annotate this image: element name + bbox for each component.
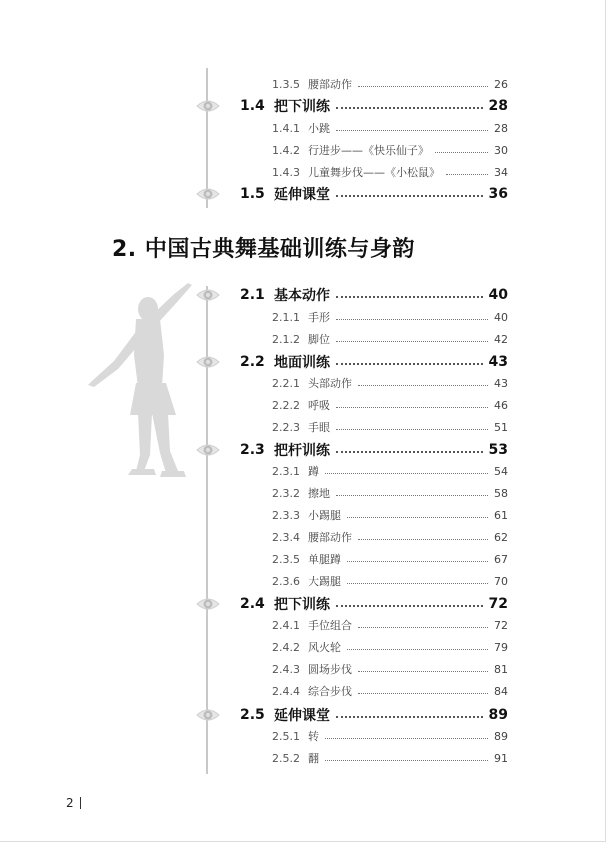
toc-entry-page: 84 <box>494 684 508 698</box>
toc-entry-number: 2.2 <box>240 354 265 370</box>
toc-dot-leader <box>336 407 488 408</box>
toc-subsection-row[interactable] <box>272 527 508 547</box>
toc-entry-page: 54 <box>494 464 508 478</box>
toc-entry-number: 2.3.2 <box>272 486 300 500</box>
toc-dot-leader <box>358 627 488 628</box>
toc-dot-leader <box>336 451 483 453</box>
toc-section-row[interactable] <box>240 705 508 725</box>
toc-entry-number: 1.4.3 <box>272 165 300 179</box>
toc-entry-page: 58 <box>494 486 508 500</box>
toc-entry-title: 综合步伐 <box>308 685 352 698</box>
toc-section-row[interactable] <box>240 352 508 372</box>
toc-dot-leader <box>358 385 488 386</box>
toc-entry-number: 2.4.2 <box>272 640 300 654</box>
toc-subsection-row[interactable] <box>272 307 508 327</box>
toc-entry-number: 2.3 <box>240 442 265 458</box>
toc-entry-number: 2.4.1 <box>272 618 300 632</box>
toc-dot-leader <box>347 583 488 584</box>
toc-entry-number: 2.2.3 <box>272 420 300 434</box>
toc-entry-number: 2.3.1 <box>272 464 300 478</box>
toc-entry-page: 72 <box>494 618 508 632</box>
toc-subsection-row[interactable] <box>272 637 508 657</box>
toc-section-row[interactable] <box>240 96 508 116</box>
toc-dot-leader <box>325 738 488 739</box>
section-eye-marker-icon <box>196 98 220 114</box>
toc-entry-page: 61 <box>494 508 508 522</box>
toc-entry-page: 81 <box>494 662 508 676</box>
toc-entry-title: 把杆训练 <box>274 443 330 459</box>
toc-dot-leader <box>325 760 488 761</box>
toc-entry-number: 2.4 <box>240 596 265 612</box>
toc-entry-title: 单腿蹲 <box>308 553 341 566</box>
section-eye-marker-icon <box>196 354 220 370</box>
toc-dot-leader <box>435 152 488 153</box>
toc-entry-number: 1.5 <box>240 186 265 202</box>
toc-dot-leader <box>336 605 483 607</box>
toc-entry-page: 62 <box>494 530 508 544</box>
toc-entry-number: 1.4 <box>240 98 265 114</box>
page-number <box>66 796 81 810</box>
section-eye-marker-icon <box>196 707 220 723</box>
toc-section-row[interactable] <box>240 594 508 614</box>
toc-dot-leader <box>336 319 488 320</box>
toc-dot-leader <box>358 86 488 87</box>
toc-dot-leader <box>358 693 488 694</box>
toc-entry-title: 转 <box>308 730 319 743</box>
toc-entry-page: 51 <box>494 420 508 434</box>
toc-dot-leader <box>336 363 483 365</box>
toc-entry-title: 小踢腿 <box>308 509 341 522</box>
section-eye-marker-icon <box>196 186 220 202</box>
toc-subsection-row[interactable] <box>272 681 508 701</box>
toc-section-row[interactable] <box>240 184 508 204</box>
section-eye-marker-icon <box>196 287 220 303</box>
toc-entry-number: 2.3.6 <box>272 574 300 588</box>
toc-dot-leader <box>336 341 488 342</box>
toc-entry-title: 脚位 <box>308 333 330 346</box>
toc-entry-page: 43 <box>494 376 508 390</box>
section-eye-marker-icon <box>196 596 220 612</box>
toc-entry-number: 2.3.5 <box>272 552 300 566</box>
toc-entry-title: 手位组合 <box>308 619 352 632</box>
toc-entry-page: 40 <box>488 287 508 303</box>
toc-entry-title: 手形 <box>308 311 330 324</box>
toc-subsection-row[interactable] <box>272 505 508 525</box>
toc-subsection-row[interactable] <box>272 395 508 415</box>
toc-entry-number: 2.1 <box>240 287 265 303</box>
toc-entry-title: 风火轮 <box>308 641 341 654</box>
toc-dot-leader <box>325 473 488 474</box>
toc-subsection-row[interactable] <box>272 74 508 94</box>
toc-subsection-row[interactable] <box>272 140 508 160</box>
toc-subsection-row[interactable] <box>272 461 508 481</box>
toc-dot-leader <box>336 495 488 496</box>
toc-entry-title: 蹲 <box>308 465 319 478</box>
toc-entry-number: 2.3.3 <box>272 508 300 522</box>
toc-entry-page: 28 <box>494 121 508 135</box>
toc-subsection-row[interactable] <box>272 748 508 768</box>
toc-entry-title: 把下训练 <box>274 99 330 115</box>
toc-entry-title: 圆场步伐 <box>308 663 352 676</box>
toc-dot-leader <box>336 130 488 131</box>
toc-subsection-row[interactable] <box>272 615 508 635</box>
toc-entry-page: 91 <box>494 751 508 765</box>
toc-subsection-row[interactable] <box>272 162 508 182</box>
toc-entry-title: 小跳 <box>308 122 330 135</box>
toc-subsection-row[interactable] <box>272 659 508 679</box>
toc-entry-page: 89 <box>494 729 508 743</box>
toc-entry-number: 2.5.2 <box>272 751 300 765</box>
toc-entry-title: 延伸课堂 <box>274 708 330 724</box>
toc-entry-number: 2.2.1 <box>272 376 300 390</box>
toc-entry-title: 腰部动作 <box>308 78 352 91</box>
toc-entry-number: 2.5 <box>240 707 265 723</box>
toc-entry-title: 儿童舞步伐——《小松鼠》 <box>308 166 440 179</box>
toc-dot-leader <box>347 649 488 650</box>
toc-entry-number: 2.1.1 <box>272 310 300 324</box>
toc-subsection-row[interactable] <box>272 549 508 569</box>
toc-entry-number: 2.2.2 <box>272 398 300 412</box>
toc-entry-page: 43 <box>488 354 508 370</box>
toc-subsection-row[interactable] <box>272 118 508 138</box>
toc-entry-page: 67 <box>494 552 508 566</box>
toc-entry-page: 89 <box>488 707 508 723</box>
toc-entry-page: 46 <box>494 398 508 412</box>
toc-dot-leader <box>358 671 488 672</box>
toc-section-row[interactable] <box>240 440 508 460</box>
toc-entry-title: 基本动作 <box>274 288 330 304</box>
chapter-title: 2. 中国古典舞基础训练与身韵 <box>112 237 415 262</box>
toc-entry-title: 大踢腿 <box>308 575 341 588</box>
toc-entry-number: 1.4.1 <box>272 121 300 135</box>
toc-dot-leader <box>336 296 483 298</box>
toc-entry-title: 延伸课堂 <box>274 187 330 203</box>
toc-entry-page: 70 <box>494 574 508 588</box>
toc-entry-title: 行进步——《快乐仙子》 <box>308 144 429 157</box>
toc-entry-page: 34 <box>494 165 508 179</box>
toc-entry-page: 79 <box>494 640 508 654</box>
toc-entry-title: 手眼 <box>308 421 330 434</box>
toc-entry-title: 呼吸 <box>308 399 330 412</box>
toc-entry-title: 翻 <box>308 752 319 765</box>
toc-entry-number: 2.4.4 <box>272 684 300 698</box>
toc-dot-leader <box>336 429 488 430</box>
toc-subsection-row[interactable] <box>272 726 508 746</box>
toc-subsection-row[interactable] <box>272 571 508 591</box>
toc-entry-number: 2.5.1 <box>272 729 300 743</box>
toc-entry-title: 擦地 <box>308 487 330 500</box>
toc-dot-leader <box>446 174 488 175</box>
toc-subsection-row[interactable] <box>272 373 508 393</box>
toc-entry-number: 2.4.3 <box>272 662 300 676</box>
toc-dot-leader <box>336 716 483 718</box>
toc-entry-title: 把下训练 <box>274 597 330 613</box>
toc-entry-page: 26 <box>494 77 508 91</box>
toc-entry-title: 腰部动作 <box>308 531 352 544</box>
toc-entry-number: 2.1.2 <box>272 332 300 346</box>
toc-entry-number: 2.3.4 <box>272 530 300 544</box>
toc-dot-leader <box>336 195 483 197</box>
toc-dot-leader <box>347 517 488 518</box>
toc-entry-title: 头部动作 <box>308 377 352 390</box>
toc-entry-number: 1.3.5 <box>272 77 300 91</box>
toc-entry-page: 72 <box>488 596 508 612</box>
toc-entry-page: 42 <box>494 332 508 346</box>
page-number-divider <box>80 797 81 809</box>
section-eye-marker-icon <box>196 442 220 458</box>
toc-dot-leader <box>347 561 488 562</box>
page-number-text: 2 <box>66 796 74 810</box>
toc-dot-leader <box>336 107 483 109</box>
toc-section-row[interactable] <box>240 285 508 305</box>
toc-entry-page: 40 <box>494 310 508 324</box>
toc-entry-page: 36 <box>488 186 508 202</box>
toc-dot-leader <box>358 539 488 540</box>
toc-subsection-row[interactable] <box>272 417 508 437</box>
toc-entry-page: 53 <box>488 442 508 458</box>
toc-subsection-row[interactable] <box>272 329 508 349</box>
toc-entry-title: 地面训练 <box>274 355 330 371</box>
toc-entry-number: 1.4.2 <box>272 143 300 157</box>
toc-entry-page: 28 <box>488 98 508 114</box>
toc-subsection-row[interactable] <box>272 483 508 503</box>
toc-entry-page: 30 <box>494 143 508 157</box>
